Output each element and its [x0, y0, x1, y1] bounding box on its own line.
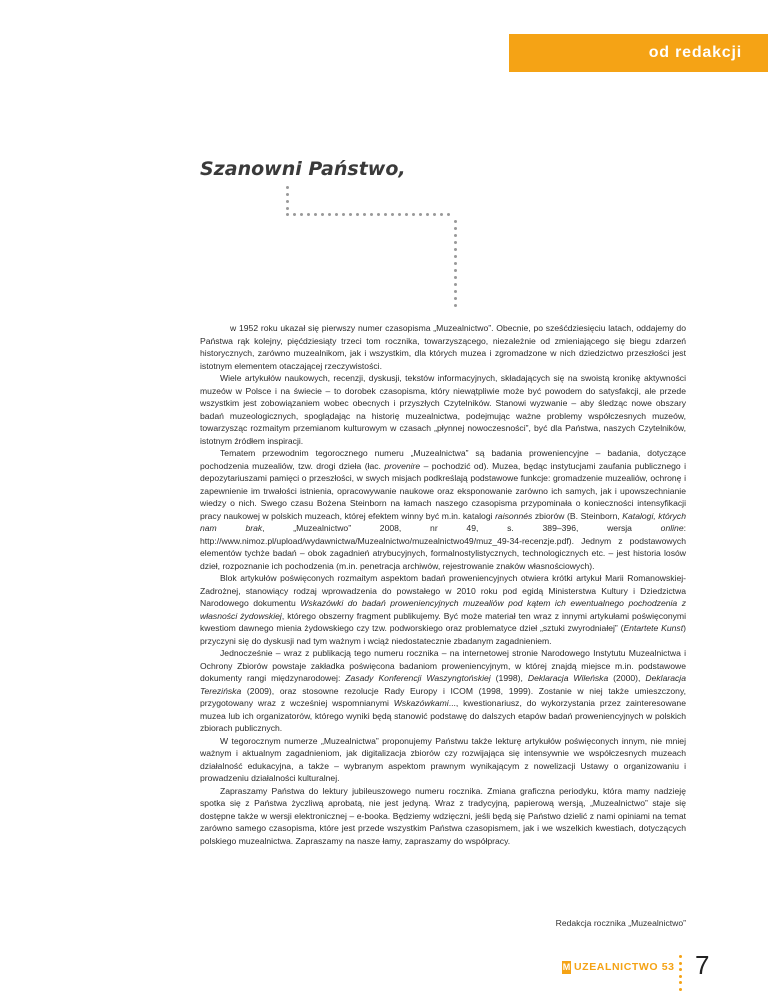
decoration-dot	[405, 213, 408, 216]
paragraph	[200, 322, 686, 372]
decoration-dot	[307, 213, 310, 216]
decoration-dot	[454, 283, 457, 286]
italic-text: Deklaracja Wileńska	[527, 673, 609, 683]
text-run: Jednocześnie – wraz z publikacją tego numeru rocznika – na internetowej stronie Narodowego Instytutu Muzealnictwa i Ochrony Zbiorów powstaje zakładka poświęcona badaniom proweniencyjnym, w której znajdą miejsce m.in. podstawowe dokumenty rangi międzynarodowej:	[200, 648, 686, 683]
editorial-text	[200, 322, 686, 847]
footer-dot	[679, 981, 682, 984]
text-run: (1998),	[490, 673, 528, 683]
decoration-dot	[363, 213, 366, 216]
italic-text: Zasady Konferencji Waszyngtońskiej	[345, 673, 491, 683]
decoration-dot	[300, 213, 303, 216]
decoration-dot	[440, 213, 443, 216]
decoration-dot	[454, 262, 457, 265]
logo-text: UZEALNICTWO 53	[574, 961, 675, 973]
text-run: Wiele artykułów naukowych, recenzji, dyskusji, tekstów informacyjnych, składających się na swoistą kronikę aktywności muzeów w Polsce i na świecie – to dorobek czasopisma, który niewątpliwie może być powodem do satysfakcji, ale przede wszystkim jest zobowiązaniem wobec obecnych i przyszłych Czytelników. Stanowi wyzwanie – aby śledząc nowe obszary badań muzeologicznych, spoglądając na historię muzealnictwa, podejmując ważne problemy współczesnych muzeów, towarzysząc rozmaitym przemianom kulturowym w czasach „płynnej nowoczesności”, być dla Państwa, naszych Czytelników, istotnym źródłem inspiracji.	[200, 373, 686, 446]
decoration-dot	[454, 290, 457, 293]
italic-text: Katalogi, których nam brak	[200, 510, 686, 533]
italic-text: Entartete Kunst	[623, 623, 684, 633]
section-label-tab	[509, 34, 768, 72]
italic-text: Wskazówkami	[393, 698, 449, 708]
decoration-dot	[286, 186, 289, 189]
decoration-dot	[391, 213, 394, 216]
italic-text: raisonnés	[495, 510, 533, 521]
dotted-line-decoration	[286, 186, 461, 306]
decoration-dot	[370, 213, 373, 216]
text-run: , którego obszerny fragment publikujemy. Być może materiał ten wraz z innymi artykułami poświęconymi kwestiom dawnego mienia żydowskiego czy tzw. podworskiego oraz problematyce dzieł „sztuki zwyrodniałej” (	[200, 610, 686, 633]
page-number: 7	[695, 950, 710, 980]
text-run: zbiorów (B. Steinborn,	[532, 510, 623, 521]
decoration-dot	[286, 213, 289, 216]
footer-dot	[679, 988, 682, 991]
text-run: (2009), oraz stosowne rezolucje Rady Europy i ICOM (1998, 1999). Zostanie w niej także umieszczony, przygotowany wraz z wcześniej wspomnianymi	[200, 685, 686, 708]
text-run: (2000),	[608, 673, 646, 683]
decoration-dot	[286, 207, 289, 210]
text-run: Zapraszamy Państwa do lektury jubileuszowego numeru rocznika. Zmiana graficzna periodyku, która mamy nadzieję spotka się z Państwa życzliwą aprobatą, nie jest jedyną. Wraz z tradycyjną, papierową wersją, „Muzealnictwo” staje się dostępne także w wersji elektronicznej – e-booka. Będziemy wdzięczni, jeśli będą się Państwo dzielić z nami opiniami na temat zarówno samego czasopisma, które jest przede wszystkim Państwa czasopismem, jak i we wszelkich kwestiach, dotyczących polskiego muzealnictwa. Zapraszamy na nasze łamy, zapraszamy do współpracy.	[200, 785, 686, 846]
decoration-dot	[349, 213, 352, 216]
text-run: ..., kwestionariusz, do wykorzystania przez zainteresowane muzea lub ich organizatorów, którego wyniki będą stanowić podstawę do dalszych etapów badań proweniencyjnych w polskich zbiorach publicznych.	[200, 698, 686, 733]
decoration-dot	[293, 213, 296, 216]
paragraph	[200, 572, 686, 647]
decoration-dot	[328, 213, 331, 216]
text-run: w 1952 roku ukazał się pierwszy numer czasopisma „Muzealnictwo”. Obecnie, po sześćdziesięciu latach, oddajemy do Państwa rąk kolejny, pięćdziesiąty trzeci tom rocznika, towarzyszącego, niezależnie od zmieniającego się biegu zdarzeń historycznych, zarówno muzealnikom, jak i wszystkim, dla których muzea i zgromadzone w nich dziedzictwo przeszłości jest istotnym elementem otaczającej rzeczywistości.	[200, 323, 686, 371]
footer-dot	[679, 955, 682, 958]
decoration-dot	[384, 213, 387, 216]
logo-mark: M	[562, 962, 571, 972]
text-run: , „Muzealnictwo” 2008, nr 49, s. 389–396, wersja	[262, 523, 661, 533]
decoration-dot	[342, 213, 345, 216]
footer-dots-decoration	[679, 955, 683, 995]
decoration-dot	[377, 213, 380, 216]
italic-text: Wskazówki do badań proweniencyjnych muzealiów pod kątem ich ewentualnego pochodzenia z własności żydowskiej	[200, 598, 686, 621]
signature: Redakcja rocznika „Muzealnictwo”	[555, 918, 686, 928]
decoration-dot	[454, 220, 457, 223]
text-run: Blok artykułów poświęconych rozmaitym aspektom badań proweniencyjnych otwiera krótki artykuł Marii Romanowskiej-Zadrożnej, stanowiący rodzaj wprowadzenia do powstałego w 2010 roku pod egidą Ministerstwa Kultury i Dziedzictwa Narodowego dokumentu	[200, 573, 686, 608]
text-run: ) przyczyni się do dyskusji nad tym ważnym i wciąż niedostatecznie zbadanym zagadnieniem.	[200, 623, 686, 646]
paragraph	[200, 372, 686, 447]
decoration-dot	[412, 213, 415, 216]
decoration-dot	[335, 213, 338, 216]
decoration-dot	[314, 213, 317, 216]
greeting-heading: Szanowni Państwo,	[200, 158, 406, 180]
text-run: W tegorocznym numerze „Muzealnictwa” proponujemy Państwu także lekturę artykułów poświęconych innym, nie mniej ważnym i aktualnym zagadnieniom, jak digitalizacja zbiorów czy rozwijająca się intensywnie we współczesnych muzeach działalność edukacyjna, a także – wybranym aspektom prawnym wynikającym z nowelizacji Ustawy o organizowaniu i prowadzeniu działalności kulturalnej.	[200, 735, 686, 783]
decoration-dot	[454, 297, 457, 300]
decoration-dot	[286, 193, 289, 196]
decoration-dot	[433, 213, 436, 216]
decoration-dot	[454, 241, 457, 244]
text-run: – pochodzić od). Muzea, będąc instytucjami zaufania publicznego i depozytariuszami pamięci o przeszłości, w swych misjach podkreślają podstawowe funkcje: gromadzenie muzealiów, ochronę i zapewnienie im trwałości istnienia, opracowywanie naukowe oraz eksponowanie zarówno ich samych, jak i upowszechnianie wiedzy o nich. Swego czasu Bożena Steinborn na łamach naszego czasopisma przypominała o konieczności intensyfikacji pracy naukowej w polskich muzeach, której efektem winny być m.in. katalogi	[200, 460, 686, 521]
italic-text: online	[660, 523, 684, 533]
section-label: od redakcji	[648, 44, 742, 61]
paragraph	[200, 647, 686, 735]
decoration-dot	[454, 304, 457, 307]
decoration-dot	[321, 213, 324, 216]
paragraph	[200, 447, 686, 572]
decoration-dot	[454, 255, 457, 258]
decoration-dot	[454, 234, 457, 237]
decoration-dot	[454, 269, 457, 272]
text-run: : http://www.nimoz.pl/upload/wydawnictwa/Muzealnictwo/muzealnictwo49/muz_49-34-recenzje.pdf). Jednym z podstawowych elementów tychże badań – obok zagadnień atrybucyjnych, formalnostylistycznych, technologicznych etc. – jest historia losów dzieł, rozpoznanie ich pochodzenia (m.in. penetracja archiwów, rejestrowanie znaków własnościowych).	[200, 523, 686, 571]
footer-dot	[679, 975, 682, 978]
decoration-dot	[419, 213, 422, 216]
decoration-dot	[454, 227, 457, 230]
decoration-dot	[447, 213, 450, 216]
paragraph	[200, 785, 686, 848]
footer-dot	[679, 962, 682, 965]
decoration-dot	[454, 276, 457, 279]
decoration-dot	[426, 213, 429, 216]
journal-logo	[562, 960, 675, 974]
decoration-dot	[286, 200, 289, 203]
decoration-dot	[454, 248, 457, 251]
paragraph	[200, 735, 686, 785]
italic-text: Deklaracja Terezińska	[200, 673, 686, 696]
italic-text: provenire	[384, 460, 421, 471]
decoration-dot	[356, 213, 359, 216]
decoration-dot	[398, 213, 401, 216]
text-run: Tematem przewodnim tegorocznego numeru „Muzealnictwa” są badania proweniencyjne – badania, dotyczące pochodzenia muzealiów, tzw. drogi dzieła (łac.	[200, 448, 686, 471]
footer-dot	[679, 968, 682, 971]
